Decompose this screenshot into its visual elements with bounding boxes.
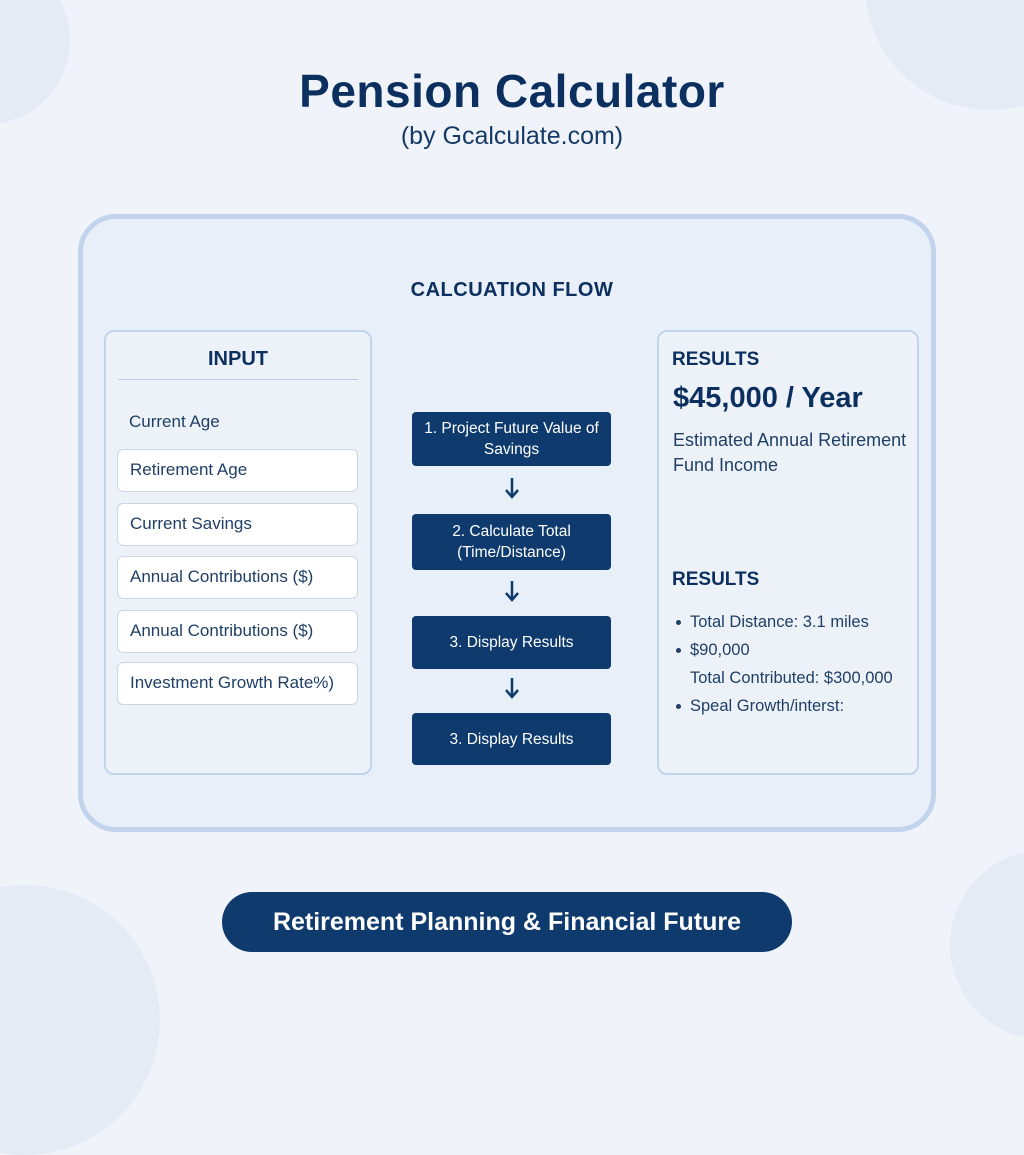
list-item: Speal Growth/interst: (675, 692, 915, 720)
current-savings-field[interactable]: Current Savings (117, 503, 358, 546)
list-item: Total Contributed: $300,000 (690, 669, 893, 687)
annual-contributions-field-2[interactable]: Annual Contributions ($) (117, 610, 358, 653)
current-age-label: Current Age (129, 412, 220, 431)
list-item: $90,000 (675, 636, 915, 664)
footer-banner: Retirement Planning & Financial Future (222, 892, 792, 952)
results-heading: RESULTS (672, 349, 760, 370)
flow-step-3: 3. Display Results (412, 616, 611, 669)
input-heading: INPUT (208, 348, 268, 370)
flow-step-1: 1. Project Future Value of Savings (412, 412, 611, 466)
page-subtitle: (by Gcalculate.com) (400, 122, 624, 150)
results-list (675, 608, 915, 720)
flow-step-4: 3. Display Results (412, 713, 611, 765)
investment-growth-rate-field[interactable]: Investment Growth Rate%) (117, 662, 358, 705)
list-item: Total Distance: 3.1 miles (675, 608, 915, 636)
page-title: Pension Calculator (299, 65, 725, 117)
decorative-circle-bottom-right (950, 850, 1024, 1040)
arrow-down-icon (497, 579, 527, 605)
input-panel (104, 330, 372, 775)
arrow-down-icon (497, 676, 527, 702)
results-amount: $45,000 / Year (673, 382, 863, 414)
retirement-age-field[interactable]: Retirement Age (117, 449, 358, 492)
annual-contributions-field[interactable]: Annual Contributions ($) (117, 556, 358, 599)
results-description: Estimated Annual Retirement Fund Income (673, 430, 907, 475)
flow-step-2: 2. Calculate Total (Time/Distance) (412, 514, 611, 570)
flow-title: CALCUATION FLOW (410, 279, 614, 301)
decorative-circle-bottom-left (0, 885, 160, 1155)
input-divider (118, 379, 358, 380)
results-heading-secondary: RESULTS (672, 569, 760, 590)
arrow-down-icon (497, 476, 527, 502)
